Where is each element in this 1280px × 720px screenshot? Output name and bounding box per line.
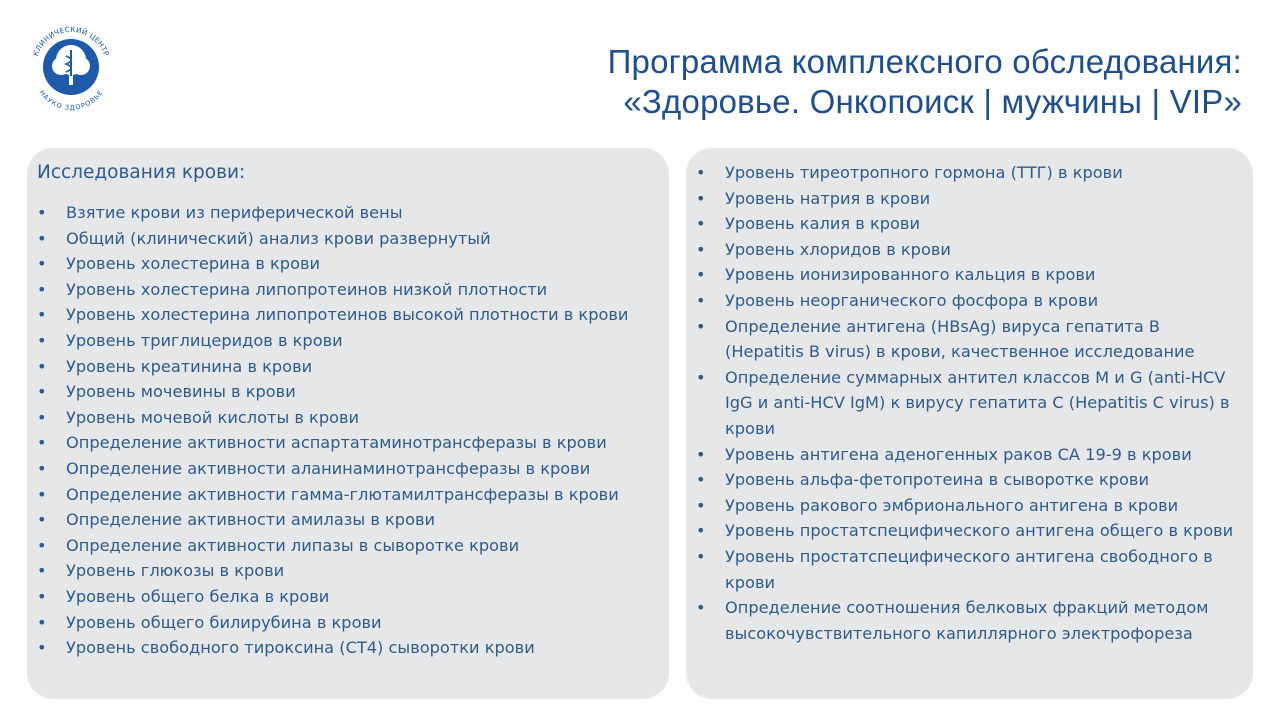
list-item: • Уровень натрия в крови bbox=[696, 186, 1243, 212]
list-item: • Уровень холестерина липопротеинов высокой плотности в крови bbox=[37, 302, 659, 328]
list-item: • Определение активности гамма-глютамилтрансферазы в крови bbox=[37, 482, 659, 508]
blood-tests-panel bbox=[27, 148, 669, 699]
section-heading: Исследования крови: bbox=[37, 162, 246, 183]
additional-tests-list bbox=[696, 160, 1243, 646]
list-item: • Уровень ракового эмбрионального антигена в крови bbox=[696, 493, 1243, 519]
list-item: • Уровень ионизированного кальция в крови bbox=[696, 262, 1243, 288]
list-item: • Уровень холестерина липопротеинов низкой плотности bbox=[37, 277, 659, 303]
list-item: • Уровень триглицеридов в крови bbox=[37, 328, 659, 354]
logo-bottom-text: НАУКО ЗДОРОВЬЕ bbox=[37, 88, 105, 112]
list-item: • Определение активности амилазы в крови bbox=[37, 507, 659, 533]
list-item: • Определение активности аспартатаминотрансферазы в крови bbox=[37, 430, 659, 456]
list-item: • Уровень неорганического фосфора в крови bbox=[696, 288, 1243, 314]
list-item: • Уровень простатспецифического антигена общего в крови bbox=[696, 518, 1243, 544]
tree-caduceus-icon bbox=[26, 22, 116, 112]
logo-top-text: КЛИНИЧЕСКИЙ ЦЕНТР bbox=[30, 24, 112, 58]
list-item: • Общий (клинический) анализ крови развернутый bbox=[37, 226, 659, 252]
blood-tests-list bbox=[37, 200, 659, 661]
list-item: • Уровень мочевой кислоты в крови bbox=[37, 405, 659, 431]
list-item: • Уровень тиреотропного гормона (ТТГ) в крови bbox=[696, 160, 1243, 186]
title-line-1: Программа комплексного обследования: bbox=[607, 43, 1242, 80]
list-item: • Определение активности аланинаминотрансферазы в крови bbox=[37, 456, 659, 482]
title-line-2: «Здоровье. Онкопоиск | мужчины | VIP» bbox=[623, 83, 1242, 120]
list-item: • Уровень глюкозы в крови bbox=[37, 558, 659, 584]
clinic-logo bbox=[26, 22, 116, 112]
list-item: • Уровень общего билирубина в крови bbox=[37, 610, 659, 636]
list-item: • Уровень альфа-фетопротеина в сыворотке крови bbox=[696, 467, 1243, 493]
list-item: • Определение антигена (HBsAg) вируса гепатита B (Hepatitis B virus) в крови, качественное исследование bbox=[696, 314, 1243, 365]
list-item: • Уровень калия в крови bbox=[696, 211, 1243, 237]
list-item: • Уровень хлоридов в крови bbox=[696, 237, 1243, 263]
page-title bbox=[608, 42, 1242, 122]
list-item: • Определение соотношения белковых фракций методом высокочувствительного капиллярного электрофореза bbox=[696, 595, 1243, 646]
list-item: • Уровень простатспецифического антигена свободного в крови bbox=[696, 544, 1243, 595]
list-item: • Уровень общего белка в крови bbox=[37, 584, 659, 610]
list-item: • Определение активности липазы в сыворотке крови bbox=[37, 533, 659, 559]
list-item: • Уровень холестерина в крови bbox=[37, 251, 659, 277]
additional-tests-panel bbox=[686, 148, 1253, 699]
list-item: • Уровень антигена аденогенных раков CA 19-9 в крови bbox=[696, 442, 1243, 468]
list-item: • Уровень креатинина в крови bbox=[37, 354, 659, 380]
list-item: • Уровень мочевины в крови bbox=[37, 379, 659, 405]
list-item: • Взятие крови из периферической вены bbox=[37, 200, 659, 226]
list-item: • Уровень свободного тироксина (СТ4) сыворотки крови bbox=[37, 635, 659, 661]
list-item: • Определение суммарных антител классов M и G (anti-HCV IgG и anti-HCV IgM) к вирусу гепатита C (Hepatitis C virus) в крови bbox=[696, 365, 1243, 442]
